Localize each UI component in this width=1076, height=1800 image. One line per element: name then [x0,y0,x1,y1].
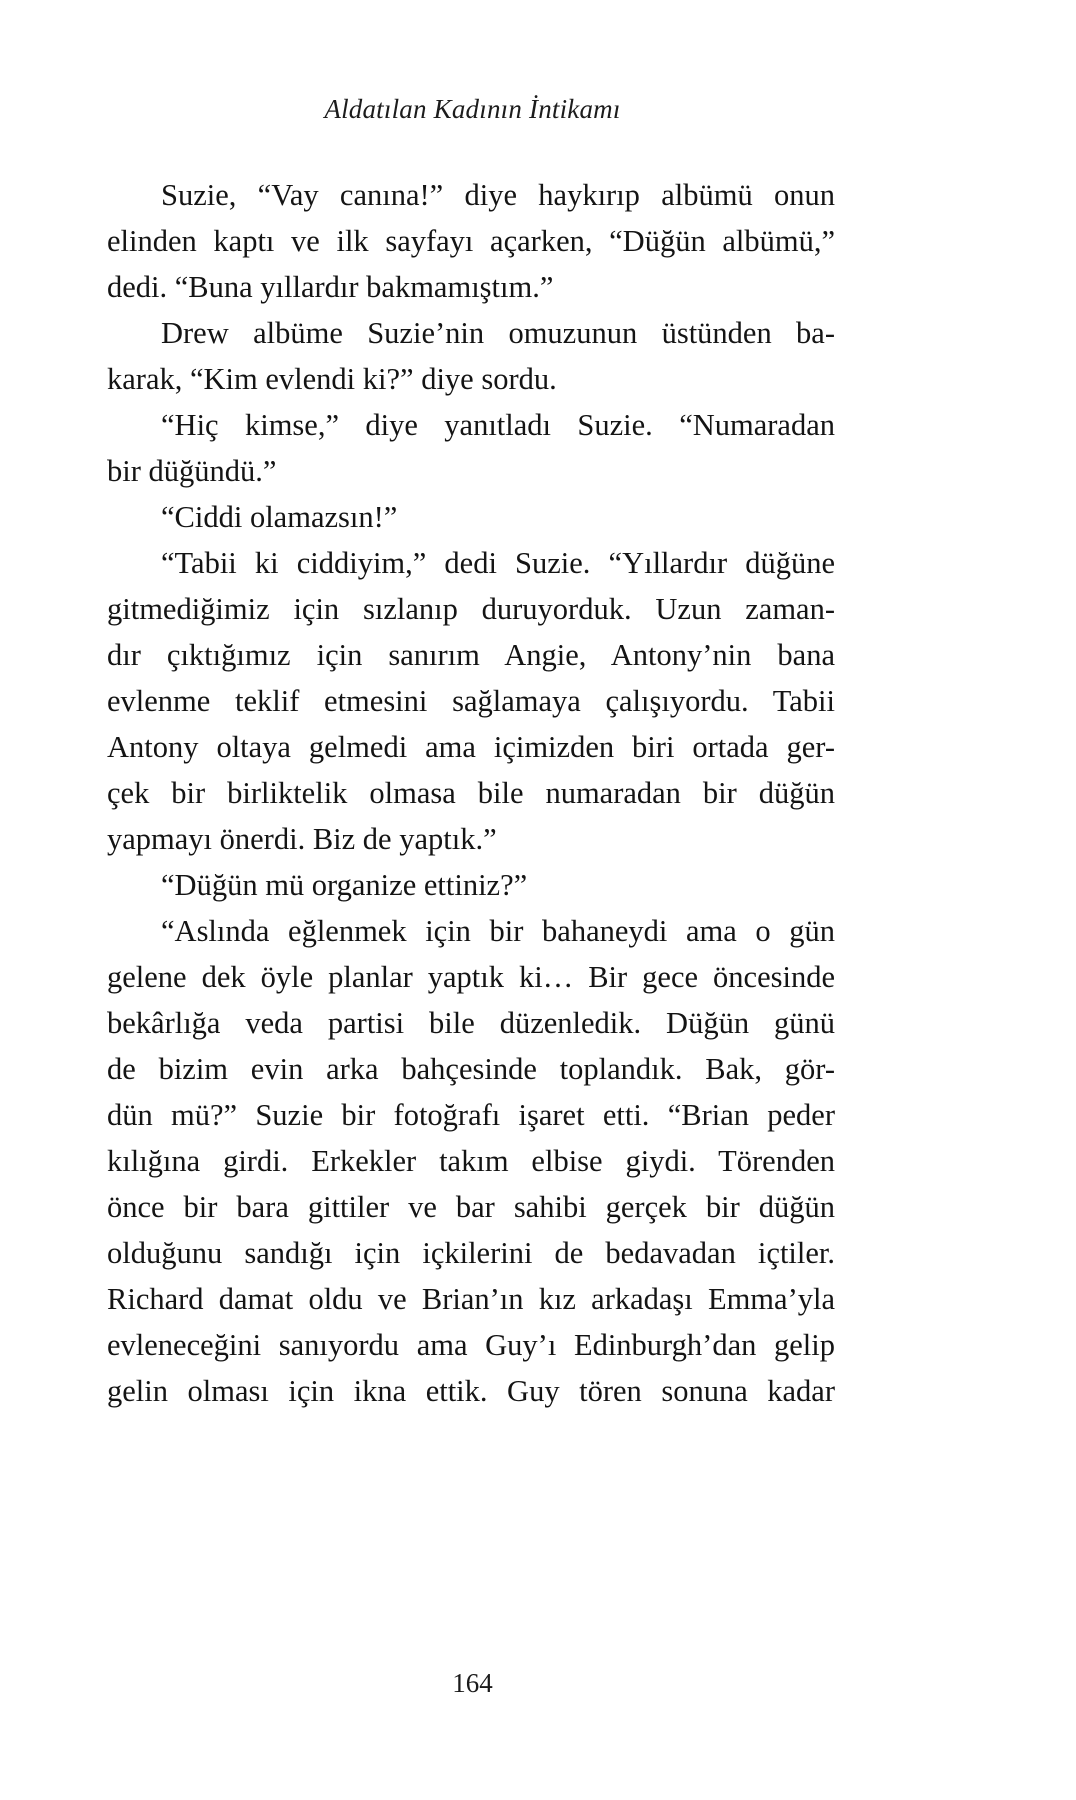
text-line: Antony oltaya gelmedi ama içimizden biri ortada ger- [107,730,835,764]
text-line: dedi. “Buna yıllardır bakmamıştım.” [107,270,554,304]
text-line: yapmayı önerdi. Biz de yaptık.” [107,822,497,856]
text-line: de bizim evin arka bahçesinde toplandık. Bak, gör- [107,1052,835,1086]
text-line: “Ciddi olamazsın!” [161,500,398,534]
text-line: Suzie, “Vay canına!” diye haykırıp albümü onun [161,178,835,212]
text-line: kılığına girdi. Erkekler takım elbise giydi. Törenden [107,1144,835,1178]
text-line: evlenme teklif etmesini sağlamaya çalışıyordu. Tabii [107,684,835,718]
text-line: evleneceğini sanıyordu ama Guy’ı Edinburgh’dan gelip [107,1328,835,1362]
text-line: “Tabii ki ciddiyim,” dedi Suzie. “Yıllardır düğüne [161,546,835,580]
text-line: çek bir birliktelik olmasa bile numaradan bir düğün [107,776,835,810]
text-line: Richard damat oldu ve Brian’ın kız arkadaşı Emma’yla [107,1282,835,1316]
text-line: “Düğün mü organize ettiniz?” [161,868,528,902]
page-number: 164 [452,1668,493,1698]
text-line: Drew albüme Suzie’nin omuzunun üstünden ba- [161,316,835,350]
running-head-title: Aldatılan Kadının İntikamı [324,94,621,124]
text-line: dır çıktığımız için sanırım Angie, Antony’nin bana [107,638,835,672]
text-line: elinden kaptı ve ilk sayfayı açarken, “Düğün albümü,” [107,224,835,258]
text-line: olduğunu sandığı için içkilerini de bedavadan içtiler. [107,1236,835,1270]
body-text [107,172,835,1414]
text-line: önce bir bara gittiler ve bar sahibi gerçek bir düğün [107,1190,835,1224]
text-line: gelin olması için ikna ettik. Guy tören sonuna kadar [107,1374,835,1408]
text-line: bir düğündü.” [107,454,277,488]
text-line: bekârlığa veda partisi bile düzenledik. Düğün günü [107,1006,835,1040]
text-line: gelene dek öyle planlar yaptık ki… Bir gece öncesinde [107,960,835,994]
text-line: “Hiç kimse,” diye yanıtladı Suzie. “Numaradan [161,408,835,442]
text-line: gitmediğimiz için sızlanıp duruyorduk. Uzun zaman- [107,592,835,626]
text-line: dün mü?” Suzie bir fotoğrafı işaret etti. “Brian peder [107,1098,835,1132]
text-line: “Aslında eğlenmek için bir bahaneydi ama o gün [161,914,835,948]
text-line: karak, “Kim evlendi ki?” diye sordu. [107,362,557,396]
